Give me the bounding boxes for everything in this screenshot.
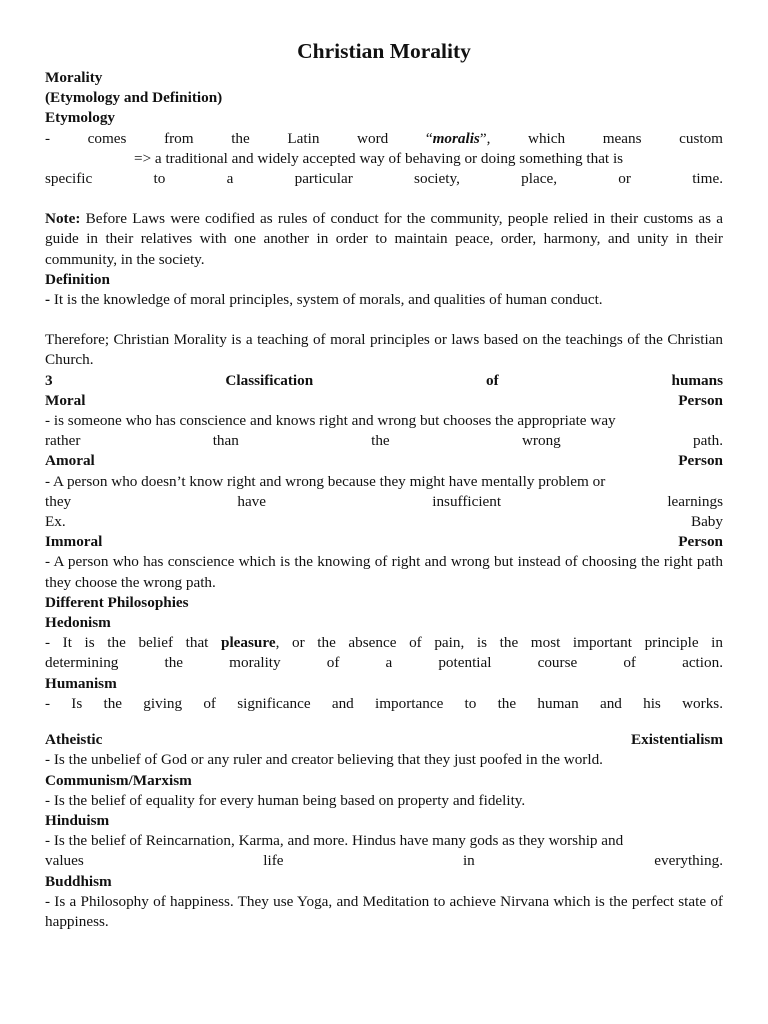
humanism-text: - Is the giving of significance and importance to the human and his works. bbox=[45, 694, 723, 712]
amoral-example: Ex. Baby bbox=[45, 513, 723, 531]
hedonism-text-1: - It is the belief that pleasure, or the absence of pain, is the most important principle in bbox=[45, 634, 723, 652]
morality-subheading: (Etymology and Definition) bbox=[45, 89, 223, 107]
immoral-person-heading: Immoral Person bbox=[45, 533, 723, 551]
moral-text-1: - is someone who has conscience and knows right and wrong but chooses the appropriate way bbox=[45, 412, 616, 430]
moral-text-2: rather than the wrong path. bbox=[45, 432, 723, 450]
etymology-heading: Etymology bbox=[45, 109, 116, 127]
page-title: Christian Morality bbox=[297, 39, 471, 63]
spacer bbox=[45, 189, 723, 209]
hinduism-text-2: values life in everything. bbox=[45, 852, 723, 870]
humanism-heading: Humanism bbox=[45, 674, 117, 692]
definition-text: - It is the knowledge of moral principles, system of morals, and qualities of human conduct. bbox=[45, 291, 603, 309]
therefore-paragraph: Therefore; Christian Morality is a teaching of moral principles or laws based on the teachings of the Christian Church. bbox=[45, 331, 723, 369]
note-label: Note: bbox=[45, 210, 81, 228]
amoral-text-1: - A person who doesn’t know right and wrong because they might have mentally problem or bbox=[45, 472, 606, 490]
pleasure-term: pleasure bbox=[221, 634, 276, 652]
etymology-line-2: => a traditional and widely accepted way of behaving or doing something that is bbox=[134, 149, 624, 167]
spacer bbox=[45, 714, 723, 730]
hinduism-text-1: - Is the belief of Reincarnation, Karma, and more. Hindus have many gods as they worship and bbox=[45, 832, 624, 850]
definition-heading: Definition bbox=[45, 270, 110, 288]
amoral-text-2: they have insufficient learnings bbox=[45, 492, 723, 510]
etymology-line-1: - comes from the Latin word “moralis”, which means custom bbox=[45, 129, 723, 147]
buddhism-text: - Is a Philosophy of happiness. They use Yoga, and Meditation to achieve Nirvana which is the perfect state of happiness. bbox=[45, 892, 723, 930]
amoral-person-heading: Amoral Person bbox=[45, 452, 723, 470]
hinduism-heading: Hinduism bbox=[45, 811, 110, 829]
classification-heading: 3 Classification of humans bbox=[45, 371, 723, 389]
hedonism-text-2: determining the morality of a potential course of action. bbox=[45, 654, 723, 672]
communism-heading: Communism/Marxism bbox=[45, 771, 192, 789]
buddhism-heading: Buddhism bbox=[45, 872, 112, 890]
philosophies-heading: Different Philosophies bbox=[45, 593, 189, 611]
communism-text: - Is the belief of equality for every human being based on property and fidelity. bbox=[45, 791, 526, 809]
spacer bbox=[45, 310, 723, 330]
atheistic-existentialism-heading: Atheistic Existentialism bbox=[45, 731, 723, 749]
morality-heading: Morality bbox=[45, 69, 103, 86]
note-paragraph: Note: Before Laws were codified as rules of conduct for the community, people relied in their customs as a guide in their relatives with one another in order to maintain peace, order, harmony, and unity in their community, in the society. bbox=[45, 210, 723, 268]
immoral-text: - A person who has conscience which is the knowing of right and wrong but instead of choosing the right path they choose the wrong path. bbox=[45, 553, 723, 591]
moral-person-heading: Moral Person bbox=[45, 391, 723, 409]
etymology-line-3: specific to a particular society, place, or time. bbox=[45, 170, 723, 188]
hedonism-heading: Hedonism bbox=[45, 614, 111, 632]
atheistic-text: - Is the unbelief of God or any ruler and creator believing that they just poofed in the world. bbox=[45, 751, 603, 769]
moralis-term: moralis bbox=[432, 129, 480, 147]
document-page bbox=[45, 36, 723, 932]
